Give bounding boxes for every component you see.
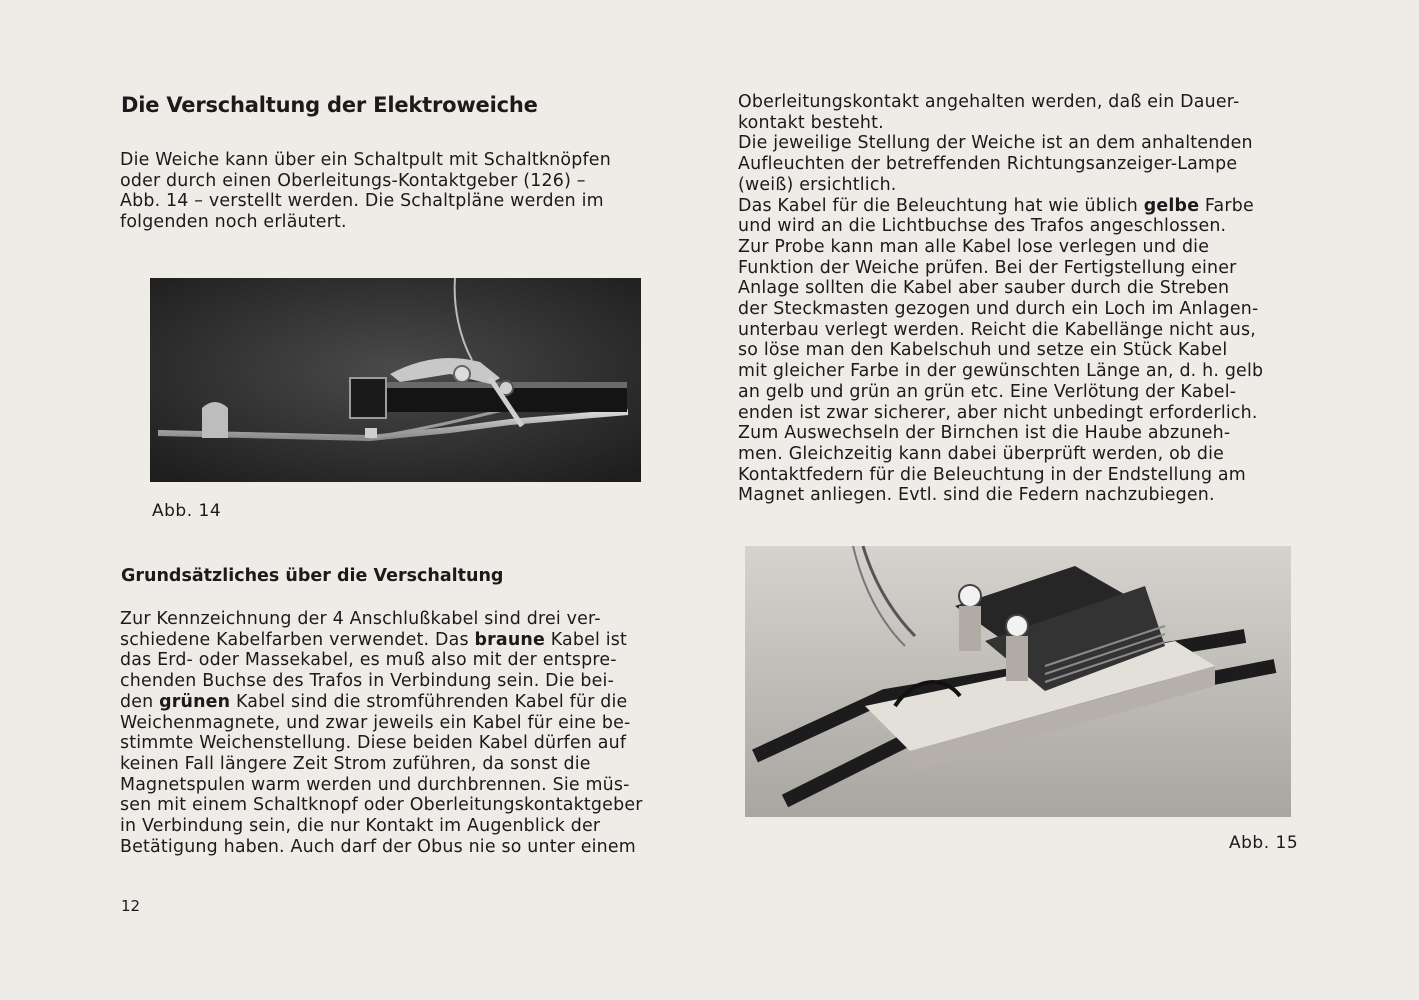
text-line: chenden Buchse des Trafos in Verbindung sein. Die bei- <box>120 671 615 692</box>
text-line: Magnetspulen warm werden und durchbrennen. Sie müs- <box>120 774 630 795</box>
text-line: an gelb und grün an grün etc. Eine Verlötung der Kabel- <box>738 381 1237 402</box>
braune-emphasis: braune <box>474 629 545 650</box>
figure-15-photo <box>745 546 1291 817</box>
subheading: Grundsätzliches über die Verschaltung <box>121 566 504 586</box>
text-line: in Verbindung sein, die nur Kontakt im Augenblick der <box>120 816 601 837</box>
page-number: 12 <box>121 897 141 915</box>
text-line: Funktion der Weiche prüfen. Bei der Fertigstellung einer <box>738 257 1237 278</box>
gruenen-emphasis: grünen <box>159 691 231 712</box>
text-line: der Steckmasten gezogen und durch ein Loch im Anlagen- <box>738 299 1259 320</box>
text-line: Abb. 14 – verstellt werden. Die Schaltpläne werden im <box>120 191 604 212</box>
text-line: schiedene Kabelfarben verwendet. Das braune Kabel ist <box>120 629 628 650</box>
text-line: Die Weiche kann über ein Schaltpult mit Schaltknöpfen <box>120 150 611 170</box>
text-line: sen mit einem Schaltknopf oder Oberleitungskontaktgeber <box>120 795 643 816</box>
text-line: Anlage sollten die Kabel aber sauber durch die Streben <box>738 278 1230 299</box>
gelbe-emphasis: gelbe <box>1143 195 1200 216</box>
text-line: Magnet anliegen. Evtl. sind die Federn nachzubiegen. <box>738 485 1215 506</box>
text-line: folgenden noch erläutert. <box>120 212 347 233</box>
text-line: Die jeweilige Stellung der Weiche ist an dem anhaltenden <box>738 133 1253 154</box>
figure-14-caption: Abb. 14 <box>152 501 222 521</box>
text-line: und wird an die Lichtbuchse des Trafos angeschlossen. <box>738 216 1227 237</box>
text-line: Oberleitungskontakt angehalten werden, daß ein Dauer- <box>738 92 1240 112</box>
body-paragraph <box>120 609 678 857</box>
text-line: men. Gleichzeitig kann dabei überprüft werden, ob die <box>738 443 1225 464</box>
text-line: Zum Auswechseln der Birnchen ist die Haube abzuneh- <box>738 423 1231 444</box>
figure-14-photo <box>150 278 641 482</box>
text-line: Betätigung haben. Auch darf der Obus nie so unter einem <box>120 836 636 857</box>
text-line: kontakt besteht. <box>738 112 884 133</box>
text-line: so löse man den Kabelschuh und setze ein Stück Kabel <box>738 340 1228 361</box>
text-line: Zur Probe kann man alle Kabel lose verlegen und die <box>738 236 1210 257</box>
text-line: das Erd- oder Massekabel, es muß also mit der entspre- <box>120 650 617 671</box>
text-line: Das Kabel für die Beleuchtung hat wie üblich gelbe Farbe <box>738 195 1254 216</box>
section-heading: Die Verschaltung der Elektroweiche <box>121 93 538 117</box>
intro-paragraph <box>120 150 676 233</box>
text-line: Zur Kennzeichnung der 4 Anschlußkabel sind drei ver- <box>120 609 601 629</box>
right-paragraph <box>738 92 1296 506</box>
figure-15-caption: Abb. 15 <box>1229 833 1299 853</box>
text-line: Kontaktfedern für die Beleuchtung in der Endstellung am <box>738 464 1246 485</box>
text-line: Weichenmagnete, und zwar jeweils ein Kabel für eine be- <box>120 712 631 733</box>
text-line: enden ist zwar sicherer, aber nicht unbedingt erforderlich. <box>738 402 1258 423</box>
text-line: den grünen Kabel sind die stromführenden Kabel für die <box>120 691 628 712</box>
text-line: mit gleicher Farbe in der gewünschten Länge an, d. h. gelb <box>738 361 1264 382</box>
text-line: stimmte Weichenstellung. Diese beiden Kabel dürfen auf <box>120 733 627 754</box>
text-line: unterbau verlegt werden. Reicht die Kabellänge nicht aus, <box>738 319 1257 340</box>
text-line: keinen Fall längere Zeit Strom zuführen, da sonst die <box>120 753 591 774</box>
text-line: (weiß) ersichtlich. <box>738 174 897 195</box>
text-line: Aufleuchten der betreffenden Richtungsanzeiger-Lampe <box>738 154 1238 175</box>
text-line: oder durch einen Oberleitungs-Kontaktgeber (126) – <box>120 170 586 191</box>
